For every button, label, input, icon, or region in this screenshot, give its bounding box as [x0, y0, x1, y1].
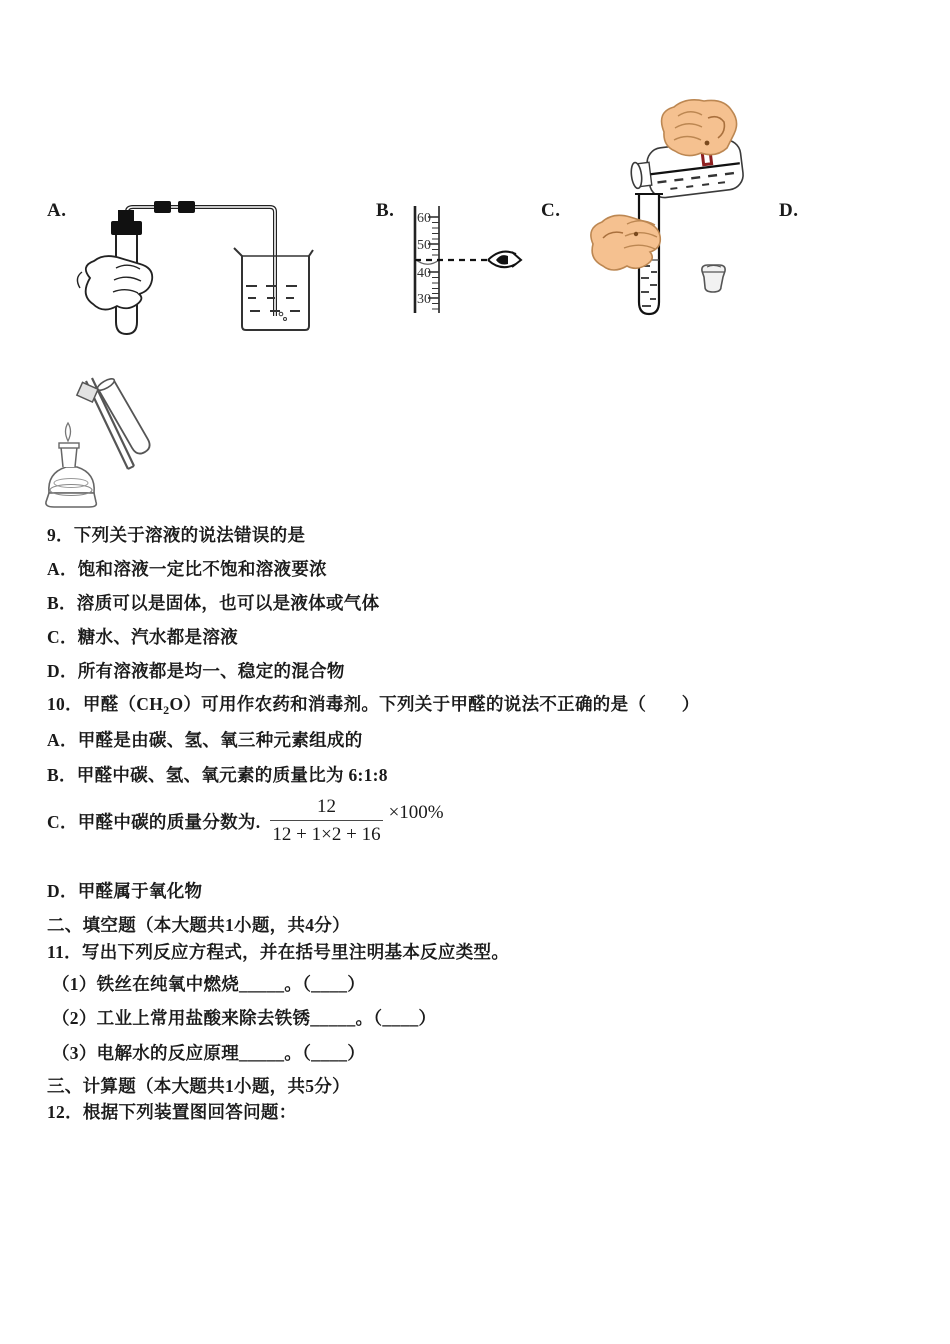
q9-stem: 9．下列关于溶液的说法错误的是 — [47, 525, 306, 545]
q10-option-a: A．甲醛是由碳、氢、氧三种元素组成的 — [47, 730, 363, 750]
tick-60: 60 — [417, 211, 431, 226]
q10-option-c — [47, 792, 444, 850]
hand-holding-bottle — [662, 100, 737, 156]
figure-a-gas-collection — [68, 198, 318, 343]
figure-c-holding-test-tube — [583, 188, 738, 320]
times-100-percent: ×100% — [388, 802, 444, 823]
q11-item-3: （3）电解水的反应原理_____。（____） — [52, 1043, 366, 1063]
q10-option-b: B．甲醛中碳、氢、氧元素的质量比为 6:1:8 — [47, 765, 388, 785]
q9-option-c: C．糖水、汽水都是溶液 — [47, 627, 238, 647]
q10-stem-subscript: 2 — [163, 703, 170, 717]
option-label-a: A. — [47, 200, 67, 221]
q10-option-c-text: C．甲醛中碳的质量分数为. — [47, 811, 261, 832]
figure-heating-test-tube — [33, 373, 183, 515]
hand-holding-test-tube — [77, 256, 152, 309]
flame — [66, 423, 71, 441]
glass-stopper — [702, 265, 725, 292]
alcohol-lamp — [46, 423, 96, 507]
q11-stem: 11．写出下列反应方程式，并在括号里注明基本反应类型。 — [47, 942, 510, 962]
q11-item-1: （1）铁丝在纯氧中燃烧_____。（____） — [52, 974, 366, 994]
option-label-c: C. — [541, 200, 561, 221]
q9-option-a: A．饱和溶液一定比不饱和溶液要浓 — [47, 559, 327, 579]
tick-30: 30 — [417, 292, 431, 307]
hand-holding-test-tube — [591, 215, 660, 270]
fraction-numerator: 12 — [270, 796, 382, 821]
q10-stem-pre: 10．甲醛（CH — [47, 694, 164, 714]
tick-50: 50 — [417, 238, 431, 253]
option-label-d: D. — [779, 200, 799, 221]
q12-stem: 12．根据下列装置图回答问题： — [47, 1102, 297, 1122]
q11-item-2: （2）工业上常用盐酸来除去铁锈_____。（____） — [52, 1008, 437, 1028]
section2-header: 二、填空题（本大题共1小题，共4分） — [47, 915, 350, 935]
fraction-denominator: 12 + 1×2 + 16 — [272, 824, 381, 845]
tick-40: 40 — [417, 266, 431, 281]
q10-option-d: D．甲醛属于氧化物 — [47, 881, 203, 901]
section3-header: 三、计算题（本大题共1小题，共5分） — [47, 1076, 350, 1096]
option-label-b: B. — [376, 200, 395, 221]
eye-icon — [488, 252, 521, 268]
q10-stem — [47, 691, 700, 718]
q10-stem-post: O）可用作农药和消毒剂。下列关于甲醛的说法不正确的是（ ） — [169, 694, 700, 714]
q9-option-b: B．溶质可以是固体，也可以是液体或气体 — [47, 593, 380, 613]
mass-fraction-formula — [270, 796, 382, 846]
figure-b-reading-cylinder — [408, 203, 526, 317]
q9-option-d: D．所有溶液都是均一、稳定的混合物 — [47, 661, 345, 681]
